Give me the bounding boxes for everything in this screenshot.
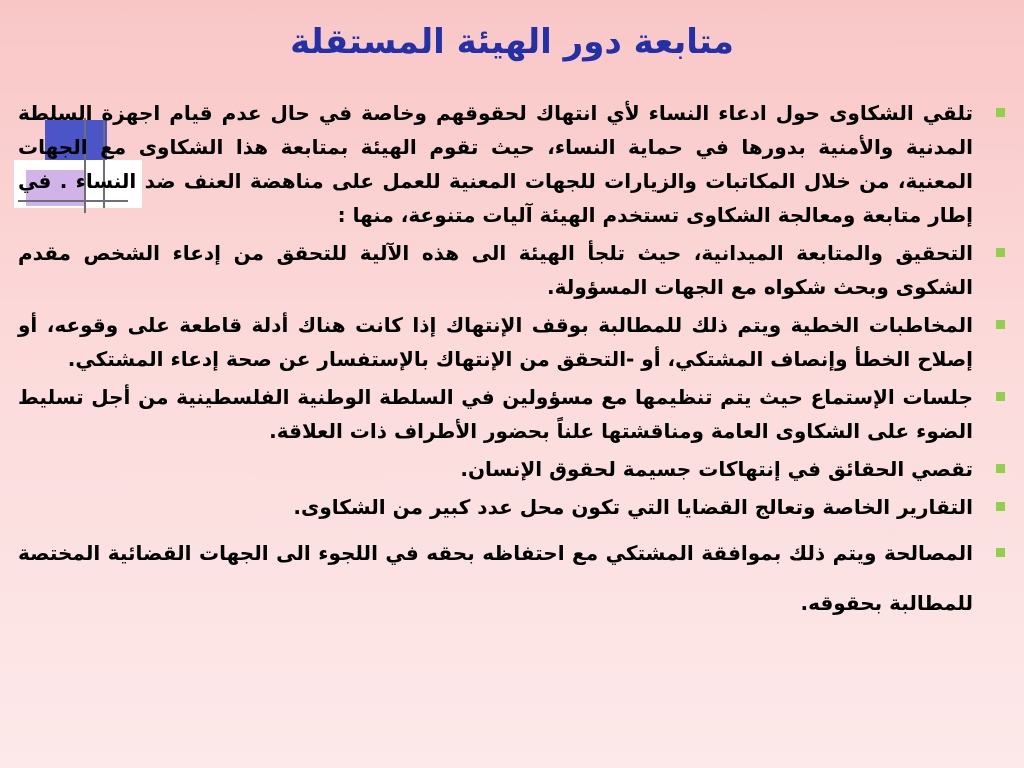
bullet-item: [18, 490, 1013, 524]
square-bullet-icon: [996, 392, 1005, 401]
square-bullet-icon: [996, 320, 1005, 329]
bullet-text: المخاطبات الخطية ويتم ذلك للمطالبة بوقف الإنتهاك إذا كانت هناك أدلة قاطعة على وقوعه، أو إصلاح الخطأ وإنصاف المشتكي، أو -التحقق من الإنتهاك بالإستفسار عن صحة إدعاء المشتكي.: [18, 313, 973, 371]
bullet-text: التحقيق والمتابعة الميدانية، حيث تلجأ الهيئة الى هذه الآلية للتحقق من إدعاء الشخص مقدم الشكوى وبحث شكواه مع الجهات المسؤولة.: [18, 241, 973, 299]
bullet-text: جلسات الإستماع حيث يتم تنظيمها مع مسؤولين في السلطة الوطنية الفلسطينية من أجل تسليط الضوء على الشكاوى العامة ومناقشتها علناً بحضور الأطراف ذات العلاقة.: [18, 385, 973, 443]
bullet-item: [18, 380, 1013, 448]
square-bullet-icon: [996, 108, 1005, 117]
bullet-text: تلقي الشكاوى حول ادعاء النساء لأي انتهاك لحقوقهم وخاصة في حال عدم قيام اجهزة السلطة المدنية والأمنية بدورها في حماية النساء، حيث تقوم الهيئة بمتابعة هذا الشكاوى مع الجهات المعنية، من خلال المكاتبات والزيارات للجهات المعنية للعمل على مناهضة العنف ضد النساء . في إطار متابعة ومعالجة الشكاوى تستخدم الهيئة آليات متنوعة، منها :: [18, 101, 973, 227]
bullet-item: [18, 452, 1013, 486]
square-bullet-icon: [996, 248, 1005, 257]
bullet-item: [18, 236, 1013, 304]
square-bullet-icon: [996, 548, 1005, 557]
bullet-list: [18, 96, 1013, 628]
square-bullet-icon: [996, 464, 1005, 473]
bullet-item: [18, 96, 1013, 232]
bullet-text: تقصي الحقائق في إنتهاكات جسيمة لحقوق الإنسان.: [460, 457, 973, 481]
bullet-item: [18, 528, 1013, 628]
bullet-item: [18, 308, 1013, 376]
slide-content: [18, 96, 1013, 632]
bullet-text: المصالحة ويتم ذلك بموافقة المشتكي مع احتفاظه بحقه في اللجوء الى الجهات القضائية المختصة للمطالبة بحقوقه.: [18, 541, 973, 615]
slide-title: متابعة دور الهيئة المستقلة: [290, 22, 734, 62]
square-bullet-icon: [996, 502, 1005, 511]
bullet-text: التقارير الخاصة وتعالج القضايا التي تكون محل عدد كبير من الشكاوى.: [293, 495, 973, 519]
